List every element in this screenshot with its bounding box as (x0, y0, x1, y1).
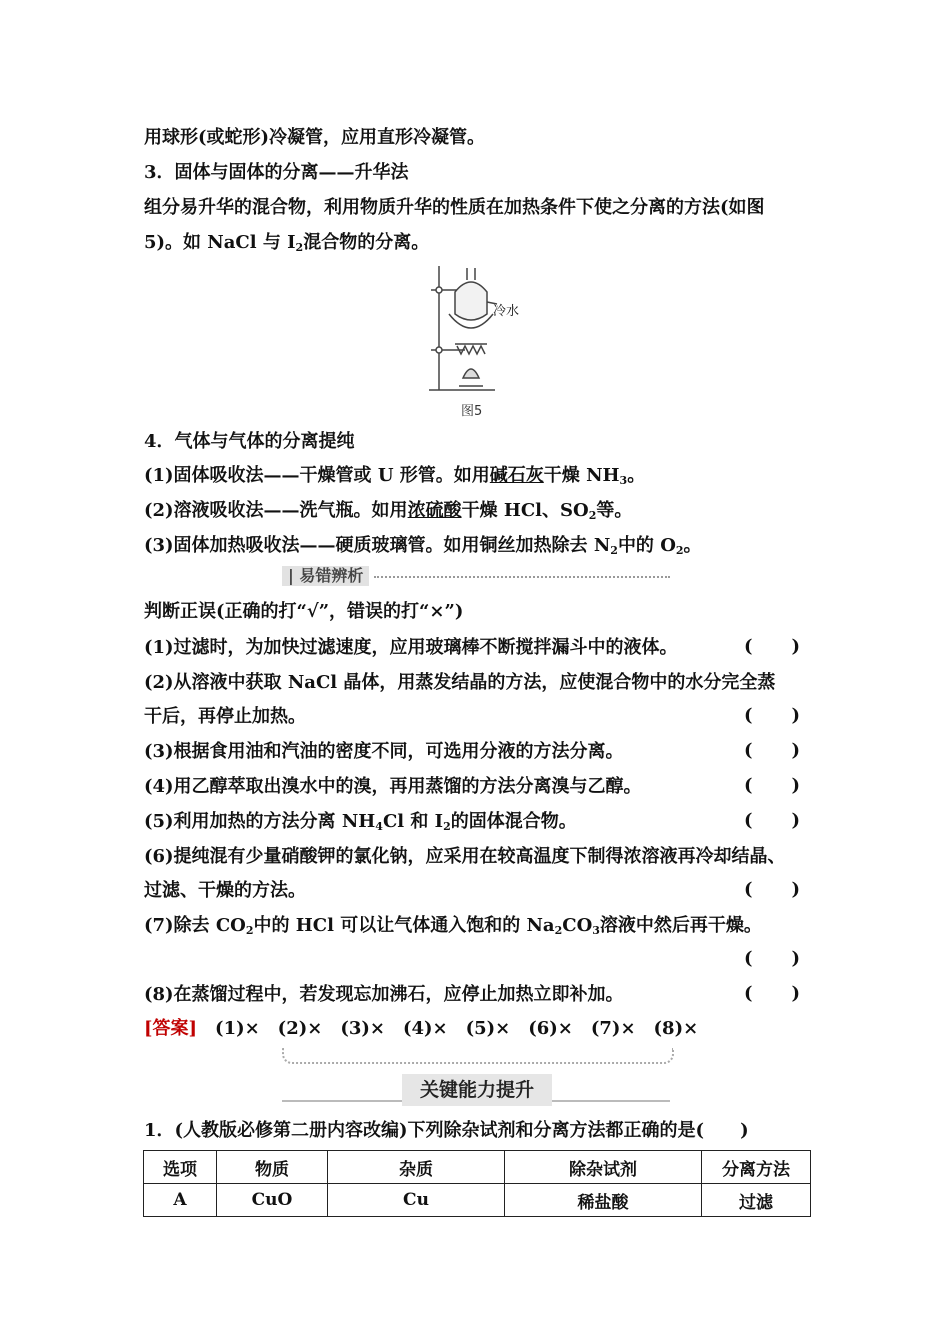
answer-blank: ( ) (744, 948, 800, 969)
answer-text: (1)× (2)× (3)× (4)× (5)× (6)× (7)× (8)× (215, 1018, 699, 1039)
section-bracket (282, 1048, 674, 1064)
table-header-cell: 杂质 (328, 1151, 505, 1184)
list-item: 干后，再停止加热。 (144, 706, 306, 727)
table-cell: A (144, 1184, 217, 1217)
judge-instructions: 判断正误(正确的打“√”，错误的打“×”) (144, 601, 464, 622)
table-header-cell: 物质 (217, 1151, 328, 1184)
text-line: 5)。如 NaCl 与 $I_2$混合物的分离。 (144, 232, 430, 254)
list-item: (8)在蒸馏过程中，若发现忘加沸石，应停止加热立即补加。 (144, 984, 624, 1005)
text-line: (2)溶液吸收法——洗气瓶。如用浓硫酸干燥 HCl、$SO_2$等。 (144, 500, 633, 522)
question-text: 1．(人教版必修第二册内容改编)下列除杂试剂和分离方法都正确的是( ) (144, 1120, 749, 1141)
list-item: (2)从溶液中获取 NaCl 晶体，用蒸发结晶的方法，应使混合物中的水分完全蒸 (144, 672, 776, 693)
section-banner-common-errors (282, 566, 670, 588)
answer-blank: ( ) (744, 775, 800, 796)
list-item: 过滤、干燥的方法。 (144, 880, 306, 901)
heading-gas-separation: 4．气体与气体的分离提纯 (144, 431, 355, 452)
list-item: (3)根据食用油和汽油的密度不同，可选用分液的方法分离。 (144, 741, 624, 762)
table-header-cell: 分离方法 (702, 1151, 811, 1184)
table-cell: CuO (217, 1184, 328, 1217)
answer-blank: ( ) (744, 810, 800, 831)
answer-blank: ( ) (744, 740, 800, 761)
answer-line (144, 1017, 698, 1041)
list-item: (7)除去 $CO_2$中的 HCl 可以让气体通入饱和的 $Na_2CO_3$溶液中然后再干燥。 (144, 915, 762, 937)
banner-divider (374, 576, 670, 578)
table-header-cell: 选项 (144, 1151, 217, 1184)
table-cell: 过滤 (702, 1184, 811, 1217)
heading-sublimation: 3．固体与固体的分离——升华法 (144, 162, 409, 183)
data-table (143, 1150, 811, 1217)
answer-blank: ( ) (744, 705, 800, 726)
table-cell: Cu (328, 1184, 505, 1217)
table-cell: 稀盐酸 (505, 1184, 702, 1217)
text-line: 组分易升华的混合物，利用物质升华的性质在加热条件下使之分离的方法(如图 (144, 197, 765, 218)
list-item: (1)过滤时，为加快过滤速度，应用玻璃棒不断搅拌漏斗中的液体。 (144, 637, 678, 658)
answer-blank: ( ) (744, 636, 800, 657)
list-item: (5)利用加热的方法分离 $NH_4Cl$ 和 $I_2$的固体混合物。 (144, 811, 577, 833)
section-title: 关键能力提升 (402, 1074, 552, 1106)
list-item: (4)用乙醇萃取出溴水中的溴，再用蒸馏的方法分离溴与乙醇。 (144, 776, 642, 797)
text-line: 用球形(或蛇形)冷凝管，应用直形冷凝管。 (144, 127, 486, 148)
table-header-row (144, 1151, 811, 1184)
table-row (144, 1184, 811, 1217)
table-header-cell: 除杂试剂 (505, 1151, 702, 1184)
answer-blank: ( ) (744, 879, 800, 900)
cold-water-label: 冷水 (493, 304, 520, 319)
text-line: (1)固体吸收法——干燥管或 U 形管。如用碱石灰干燥 $NH_3$。 (144, 465, 646, 487)
answer-label: [答案] (144, 1018, 198, 1039)
text-line: (3)固体加热吸收法——硬质玻璃管。如用铜丝加热除去 $N_2$中的 $O_2$。 (144, 535, 702, 557)
figure-caption: 图5 (461, 404, 483, 419)
banner-label: | 易错辨析 (282, 566, 369, 586)
list-item: (6)提纯混有少量硝酸钾的氯化钠，应采用在较高温度下制得浓溶液再冷却结晶、 (144, 846, 786, 867)
answer-blank: ( ) (744, 983, 800, 1004)
sublimation-apparatus-figure (425, 262, 525, 422)
